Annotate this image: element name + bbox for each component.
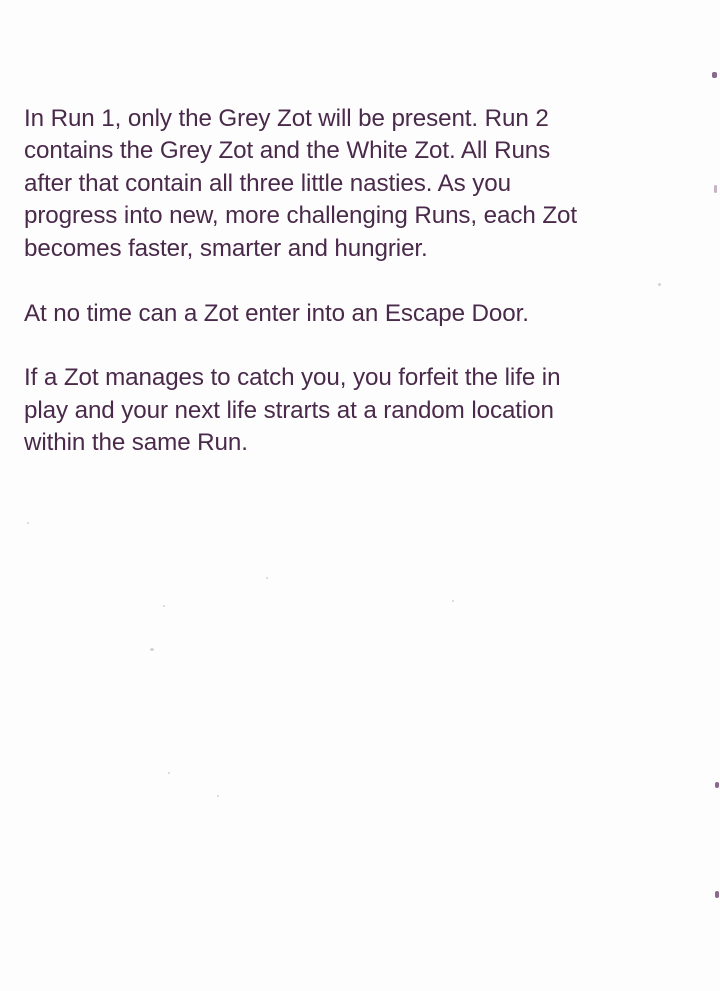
text-line: contains the Grey Zot and the White Zot. All Runs: [24, 137, 551, 165]
edge-mark: [715, 782, 719, 788]
paper-speck: [163, 605, 165, 607]
paragraph-spacer: [24, 265, 684, 298]
text-line: play and your next life strarts at a random location: [24, 396, 554, 424]
paper-speck: [150, 648, 154, 651]
paper-speck: [168, 772, 170, 774]
edge-mark: [712, 72, 717, 78]
paragraph-zot-runs: [24, 103, 684, 265]
text-line: becomes faster, smarter and hungrier.: [24, 234, 428, 262]
edge-mark: [715, 891, 719, 898]
text-line: In Run 1, only the Grey Zot will be present. Run 2: [24, 105, 549, 132]
text-line: after that contain all three little nasties. As you: [24, 169, 511, 197]
paper-speck: [452, 600, 454, 602]
paragraph-escape-door: [24, 298, 684, 330]
paper-speck: [27, 522, 29, 524]
text-line: within the same Run.: [24, 429, 248, 457]
text-line: progress into new, more challenging Runs, each Zot: [24, 202, 577, 230]
text-line: At no time can a Zot enter into an Escape Door.: [24, 300, 529, 328]
paper-speck: [266, 577, 268, 579]
manual-text-block: [24, 103, 684, 460]
paragraph-spacer: [24, 330, 684, 362]
edge-mark: [714, 185, 717, 193]
paper-speck: [217, 795, 219, 797]
paper-speck: [658, 283, 661, 286]
paragraph-caught-by-zot: [24, 362, 684, 459]
text-line: If a Zot manages to catch you, you forfeit the life in: [24, 364, 561, 392]
